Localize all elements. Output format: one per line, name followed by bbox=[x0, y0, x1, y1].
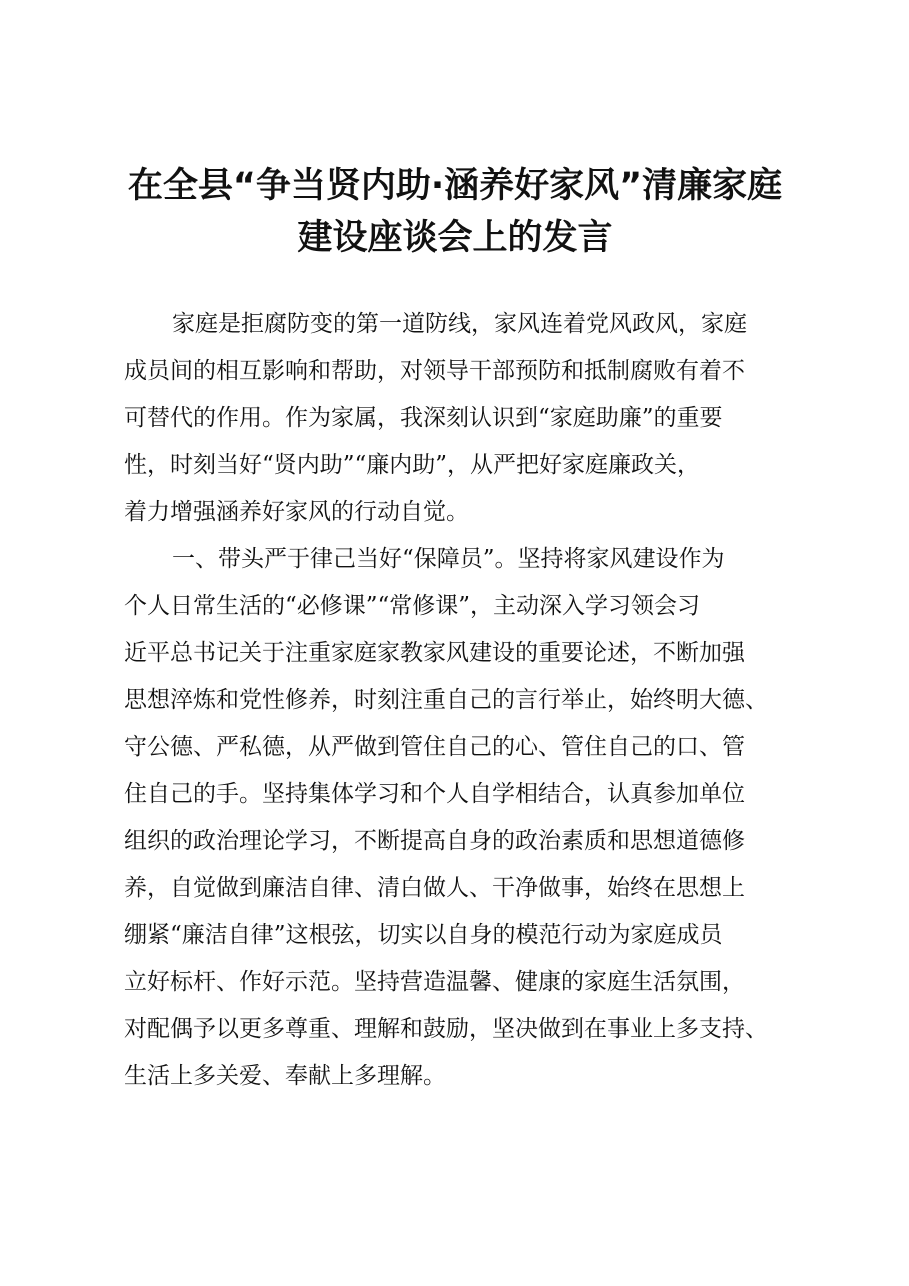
paragraph-line: 守公德、严私德，从严做到管住自己的心、管住自己的口、管 bbox=[124, 734, 745, 760]
paragraph-line: 性，时刻当好“贤内助”“廉内助”，从严把好家庭廉政关， bbox=[124, 452, 701, 478]
paragraph-line: 对配偶予以更多尊重、理解和鼓励，坚决做到在事业上多支持、 bbox=[124, 1016, 768, 1042]
paragraph-line: 着力增强涵养好家风的行动自觉。 bbox=[124, 499, 469, 525]
paragraph-line: 可替代的作用。作为家属，我深刻认识到“家庭助廉”的重要 bbox=[124, 405, 723, 431]
paragraph-line: 养，自觉做到廉洁自律、清白做人、干净做事，始终在思想上 bbox=[124, 875, 745, 901]
paragraph-line: 立好标杆、作好示范。坚持营造温馨、健康的家庭生活氛围， bbox=[124, 969, 745, 995]
paragraph-line: 思想淬炼和党性修养，时刻注重自己的言行举止，始终明大德、 bbox=[124, 687, 768, 713]
paragraph-line: 个人日常生活的“必修课”“常修课”，主动深入学习领会习 bbox=[124, 593, 701, 619]
paragraph-line: 绷紧“廉洁自律”这根弦，切实以自身的模范行动为家庭成员 bbox=[124, 922, 723, 948]
paragraph-line: 生活上多关爱、奉献上多理解。 bbox=[124, 1063, 446, 1089]
paragraph-line: 近平总书记关于注重家庭家教家风建设的重要论述，不断加强 bbox=[124, 640, 745, 666]
document-title-line-2: 建设座谈会上的发言 bbox=[297, 218, 613, 258]
paragraph-intro bbox=[124, 301, 804, 536]
paragraph-line: 一、带头严于律己当好“保障员”。坚持将家风建设作为 bbox=[172, 546, 725, 572]
paragraph-section-one bbox=[124, 536, 804, 1100]
paragraph-line: 组织的政治理论学习，不断提高自身的政治素质和思想道德修 bbox=[124, 828, 745, 854]
paragraph-line: 成员间的相互影响和帮助，对领导干部预防和抵制腐败有着不 bbox=[124, 358, 745, 384]
document-title-line-1: 在全县“争当贤内助·涵养好家风”清廉家庭 bbox=[127, 166, 783, 206]
paragraph-line: 家庭是拒腐防变的第一道防线，家风连着党风政风，家庭 bbox=[172, 311, 747, 337]
paragraph-line: 住自己的手。坚持集体学习和个人自学相结合，认真参加单位 bbox=[124, 781, 745, 807]
